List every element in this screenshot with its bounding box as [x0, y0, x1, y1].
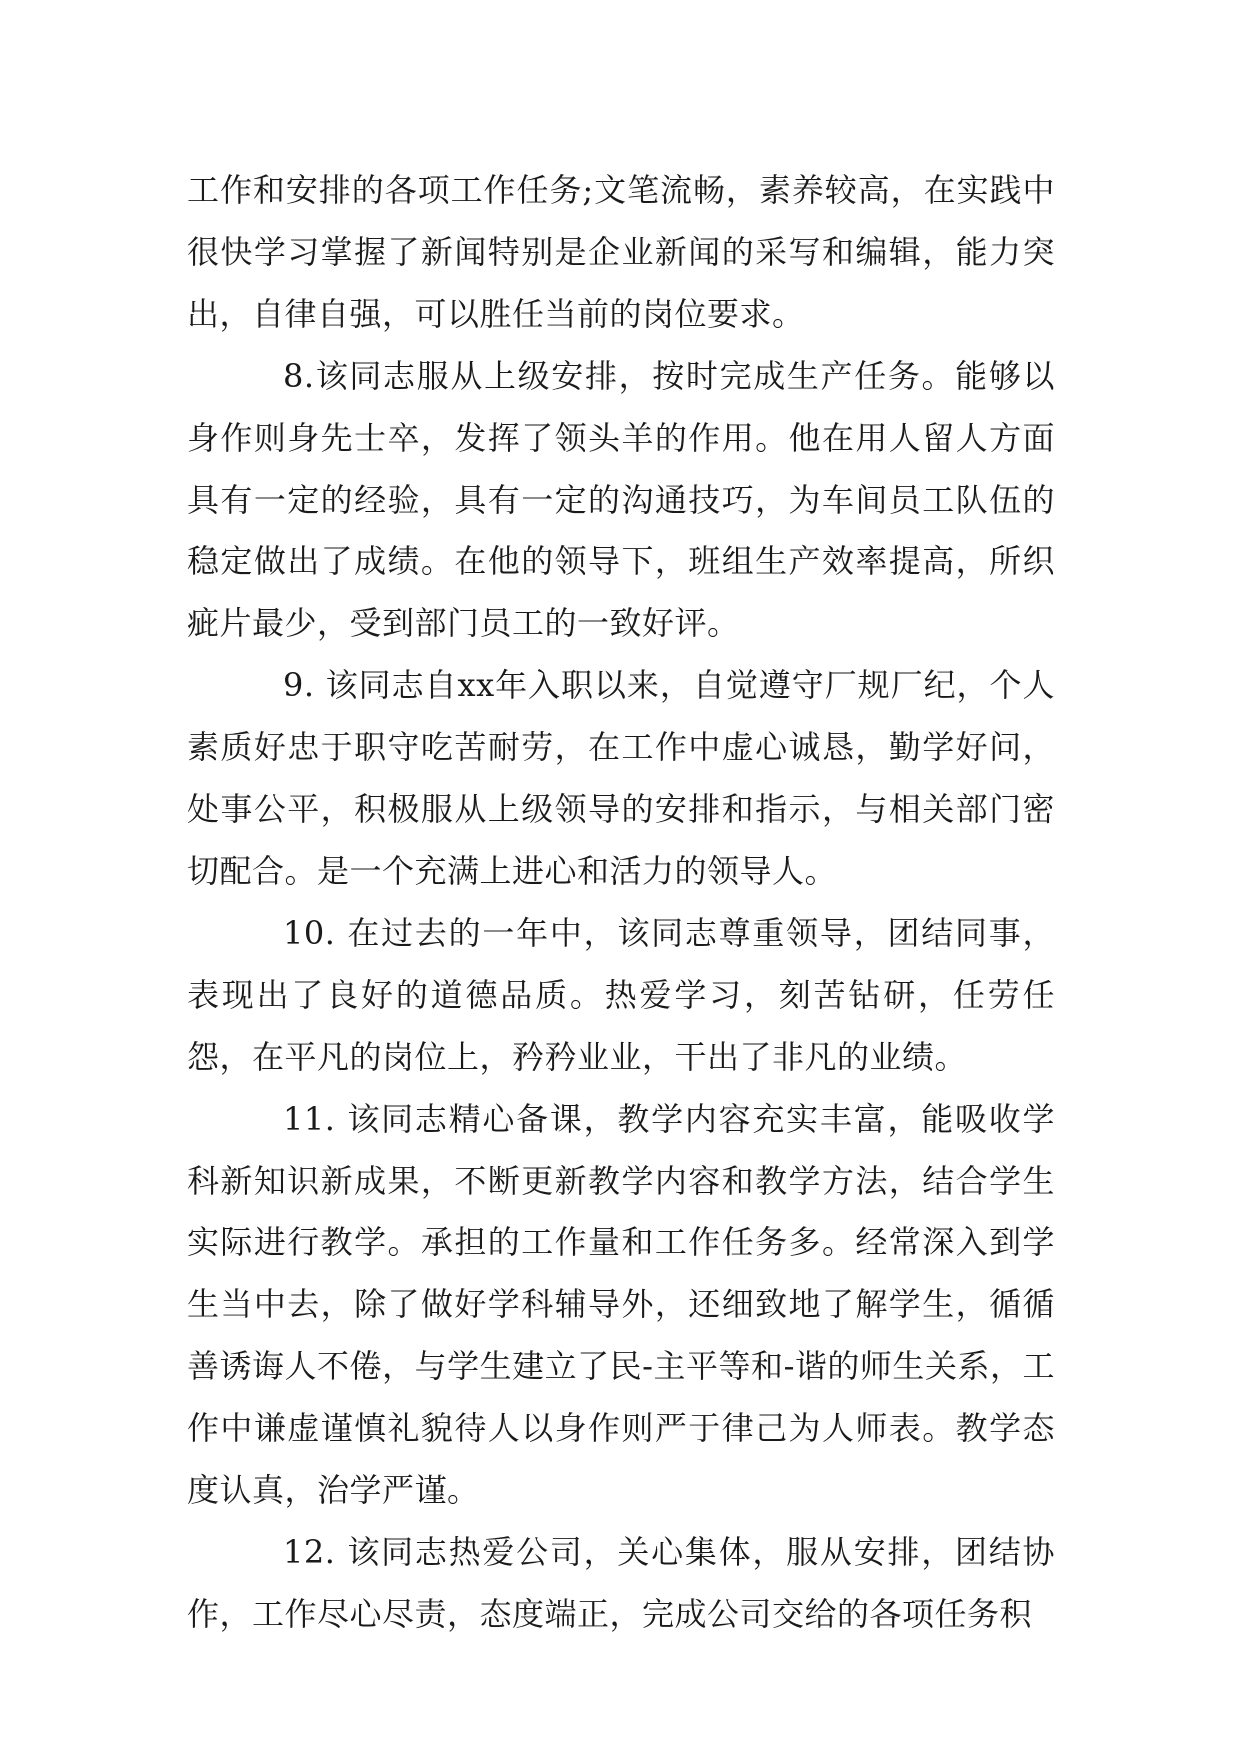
paragraph-continuation: 工作和安排的各项工作任务;文笔流畅，素养较高，在实践中很快学习掌握了新闻特别是企业新闻的采写和编辑，能力突出，自律自强，可以胜任当前的岗位要求。 — [187, 171, 1055, 333]
paragraph-item-8: 8.该同志服从上级安排，按时完成生产任务。能够以身作则身先士卒，发挥了领头羊的作用。他在用人留人方面具有一定的经验，具有一定的沟通技巧，为车间员工队伍的稳定做出了成绩。在他的领导下，班组生产效率提高，所织疵片最少，受到部门员工的一致好评。 — [187, 356, 1055, 643]
paragraph-item-11: 11. 该同志精心备课，教学内容充实丰富，能吸收学科新知识新成果，不断更新教学内容和教学方法，结合学生实际进行教学。承担的工作量和工作任务多。经常深入到学生当中去，除了做好学科辅导外，还细致地了解学生，循循善诱诲人不倦，与学生建立了民-主平等和-谐的师生关系，工作中谦虚谨慎礼貌待人以身作则严于律己为人师表。教学态度认真，治学严谨。 — [187, 1099, 1055, 1510]
paragraph-item-9: 9. 该同志自xx年入职以来，自觉遵守厂规厂纪，个人素质好忠于职守吃苦耐劳，在工作中虚心诚恳，勤学好问，处事公平，积极服从上级领导的安排和指示，与相关部门密切配合。是一个充满上进心和活力的领导人。 — [187, 666, 1055, 890]
paragraph-item-12: 12. 该同志热爱公司，关心集体，服从安排，团结协作，工作尽心尽责，态度端正，完成公司交给的各项任务积 — [187, 1532, 1055, 1633]
document-body — [187, 160, 1055, 1646]
paragraph-item-10: 10. 在过去的一年中，该同志尊重领导，团结同事，表现出了良好的道德品质。热爱学习，刻苦钻研，任劳任怨，在平凡的岗位上，矜矜业业，干出了非凡的业绩。 — [187, 913, 1055, 1076]
